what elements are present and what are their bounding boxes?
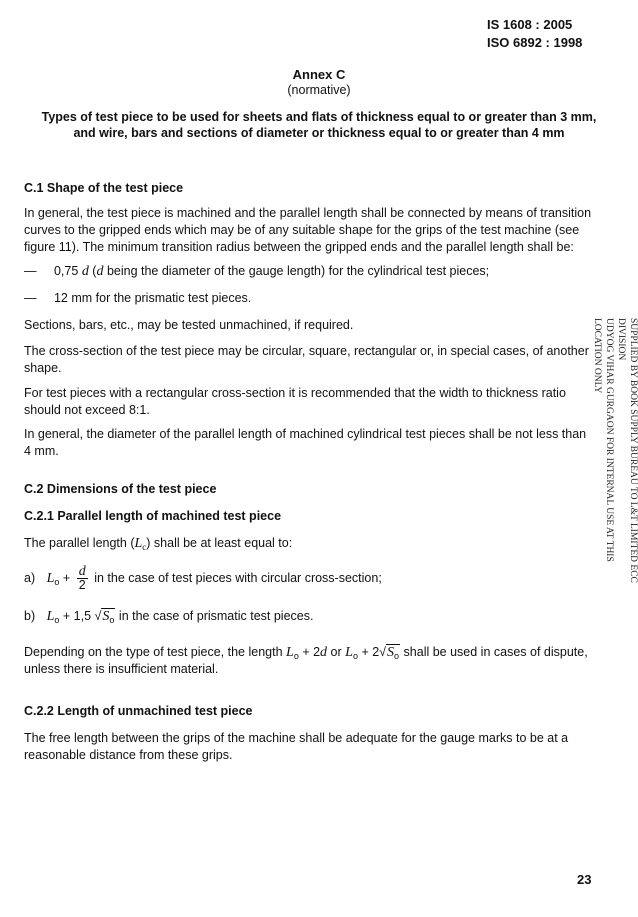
text: being the diameter of the gauge length) for the cylindrical test pieces; xyxy=(106,264,490,278)
subscript: o xyxy=(352,651,358,661)
c21-dispute-line2: unless there is insufficient material. xyxy=(24,662,219,676)
numerator: d xyxy=(78,564,86,579)
item-label: a) xyxy=(24,570,36,585)
annex-subtitle-line1: Types of test piece to be used for sheets and flats of thickness equal to or greater than 3 mm, xyxy=(41,110,597,124)
c21-intro xyxy=(24,535,594,556)
radicand xyxy=(386,644,400,659)
standard-number-is: IS 1608 : 2005 xyxy=(487,17,573,32)
c1-list-item-1 xyxy=(24,263,594,280)
denominator: 2 xyxy=(78,578,86,592)
text: or xyxy=(330,645,342,659)
operator: + xyxy=(62,570,71,585)
c22-paragraph: The free length between the grips of the machine shall be adequate for the gauge marks to be at a reasonable distance from these grips. xyxy=(24,731,569,762)
variable: L xyxy=(46,570,55,586)
subscript: o xyxy=(293,651,299,661)
radicand xyxy=(101,608,115,623)
annex-subtitle-line2: and wire, bars and sections of diameter or thickness equal to or greater than 4 mm xyxy=(73,126,565,140)
variable: d xyxy=(320,645,328,660)
supply-stamp-line1: SUPPLIED BY BOOK SUPPLY BUREAU TO L&T LIMITED ECC DIVISION xyxy=(616,318,638,583)
page-number: 23 xyxy=(577,872,592,887)
variable: L xyxy=(345,645,353,660)
fraction xyxy=(77,566,88,591)
supply-stamp xyxy=(592,318,638,608)
paren: ( xyxy=(92,264,97,278)
section-c21-heading: C.2.1 Parallel length of machined test piece xyxy=(24,509,282,523)
text: shall be used in cases of dispute, xyxy=(403,645,588,659)
variable: L xyxy=(134,536,143,551)
c1-paragraph-3: The cross-section of the test piece may be circular, square, rectangular or, in special cases, of another shape. xyxy=(24,344,589,375)
subscript: o xyxy=(54,615,60,625)
text: Depending on the type of test piece, the length xyxy=(24,645,283,659)
subscript: o xyxy=(54,576,60,587)
c1-paragraph-2: Sections, bars, etc., may be tested unmachined, if required. xyxy=(24,318,354,332)
variable: L xyxy=(286,645,294,660)
variable: d xyxy=(81,264,89,279)
supply-stamp-line2: UDYOG VIHAR GURGAON FOR INTERNAL USE AT THIS LOCATION ONLY xyxy=(592,318,614,562)
annex-normative-note: (normative) xyxy=(287,83,351,97)
operator: + 1,5 xyxy=(62,609,92,623)
sqrt-sign: √ xyxy=(379,645,387,659)
c21-item-b xyxy=(24,608,594,629)
text: The parallel length ( xyxy=(24,536,135,550)
operator: + 2 xyxy=(302,645,321,659)
dash: — xyxy=(24,264,37,278)
variable: S xyxy=(387,645,395,660)
c21-item-a xyxy=(24,566,594,591)
annex-title: Annex C xyxy=(292,67,346,82)
section-c1-heading: C.1 Shape of the test piece xyxy=(24,181,184,195)
subscript: o xyxy=(394,651,400,661)
variable: L xyxy=(46,609,55,624)
c1-paragraph-4: For test pieces with a rectangular cross-section it is recommended that the width to thickness ratio should not exceed 8:1. xyxy=(24,386,566,417)
c1-list-item-2 xyxy=(24,290,594,307)
text: ) shall be at least equal to: xyxy=(146,536,293,550)
operator: + 2 xyxy=(361,645,380,659)
value: 0,75 xyxy=(53,264,79,278)
variable: d xyxy=(96,264,104,279)
c1-paragraph-1: In general, the test piece is machined and the parallel length shall be connected by means of transition curves to the gripped ends which may be of any suitable shape for the grips of the test machine (see figure 11). The minimum transition radius between the gripped ends and the parallel length shall be: xyxy=(24,206,592,254)
sqrt-sign: √ xyxy=(94,609,102,623)
c1-paragraph-5: In general, the diameter of the parallel length of machined cylindrical test pieces shall be not less than 4 mm. xyxy=(24,427,587,458)
section-c22-heading: C.2.2 Length of unmachined test piece xyxy=(24,704,253,718)
text: 12 mm for the prismatic test pieces. xyxy=(53,291,252,305)
text: in the case of prismatic test pieces. xyxy=(118,609,314,623)
subscript: c xyxy=(142,542,147,552)
text: in the case of test pieces with circular cross-section; xyxy=(94,570,382,585)
subscript: o xyxy=(109,615,115,625)
variable: S xyxy=(102,609,110,624)
section-c2-heading: C.2 Dimensions of the test piece xyxy=(24,482,217,496)
dash: — xyxy=(24,291,37,305)
item-label: b) xyxy=(24,609,36,623)
standard-number-iso: ISO 6892 : 1998 xyxy=(487,35,583,50)
